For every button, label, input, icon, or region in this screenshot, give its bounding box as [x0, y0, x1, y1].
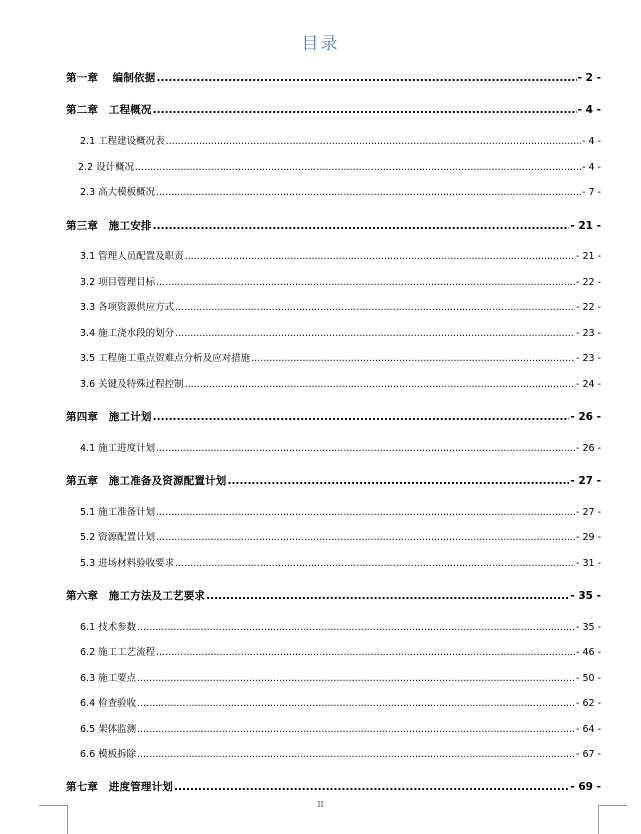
- toc-entry-label: 3.5 工程施工重点贺难点分析及应对措施: [80, 353, 251, 364]
- toc-entry-chapter[interactable]: [66, 589, 601, 603]
- toc-entry-label: 6.1 技术参数: [80, 622, 137, 633]
- toc-entry-label: 3.4 施工浇水段的划分: [80, 328, 175, 339]
- toc-entry-label: 3.6 关键及特殊过程控制: [80, 379, 184, 390]
- dot-leader: [135, 161, 581, 175]
- toc-entry-label: 2.2 设计概况: [78, 162, 135, 173]
- toc-entry-label: 6.6 模板拆除: [80, 749, 137, 760]
- dot-leader: [137, 723, 575, 737]
- toc-entry-section[interactable]: [80, 250, 601, 264]
- page-number: II: [317, 800, 324, 809]
- toc-entry-page: - 64 -: [576, 724, 601, 735]
- toc-entry-label: 第四章 施工计划: [66, 411, 152, 423]
- toc-entry-label: 5.3 进场材料验收要求: [80, 558, 175, 569]
- dot-leader: [153, 219, 570, 233]
- toc-entry-page: - 4 -: [582, 136, 601, 147]
- toc-entry-label: 第六章 施工方法及工艺要求: [66, 590, 206, 602]
- dot-leader: [185, 378, 575, 392]
- toc-entry-label: 6.2 施工工艺流程: [80, 647, 156, 658]
- toc-entry-page: - 21 -: [576, 251, 601, 262]
- dot-leader: [156, 71, 576, 85]
- dot-leader: [166, 135, 581, 149]
- toc-entry-chapter[interactable]: [66, 103, 601, 117]
- dot-leader: [156, 646, 575, 660]
- toc-entry-chapter[interactable]: [66, 71, 601, 85]
- toc-entry-section[interactable]: [80, 646, 601, 660]
- dot-leader: [185, 250, 575, 264]
- toc-entry-section[interactable]: [80, 723, 601, 737]
- dot-leader: [175, 301, 575, 315]
- dot-leader: [156, 186, 581, 200]
- toc-entry-section[interactable]: [80, 135, 601, 149]
- toc-entry-section[interactable]: [80, 748, 601, 762]
- toc-entry-page: - 23 -: [576, 353, 601, 364]
- dot-leader: [153, 103, 577, 117]
- toc-entry-label: 6.4 检查验收: [80, 698, 137, 709]
- dot-leader: [137, 748, 575, 762]
- toc-entry-section[interactable]: [80, 621, 601, 635]
- toc-entry-section[interactable]: [80, 352, 601, 366]
- dot-leader: [137, 621, 575, 635]
- dot-leader: [156, 442, 575, 456]
- toc-entry-page: - 46 -: [576, 647, 601, 658]
- toc-entry-page: - 23 -: [576, 328, 601, 339]
- page-corner-mark: [598, 805, 627, 834]
- toc-entry-chapter[interactable]: [66, 219, 601, 233]
- toc-entry-section[interactable]: [80, 378, 601, 392]
- toc-entry-section[interactable]: [80, 506, 601, 520]
- dot-leader: [137, 672, 575, 686]
- dot-leader: [174, 780, 569, 794]
- toc-entry-section[interactable]: [80, 697, 601, 711]
- dot-leader: [153, 410, 570, 424]
- toc-entry-page: - 27 -: [570, 475, 601, 487]
- toc-entry-page: - 31 -: [576, 558, 601, 569]
- toc-entry-label: 第二章 工程概况: [66, 104, 152, 116]
- toc-entry-page: - 22 -: [576, 302, 601, 313]
- toc-entry-section[interactable]: [80, 442, 601, 456]
- dot-leader: [251, 352, 575, 366]
- toc-entry-page: - 21 -: [570, 220, 601, 232]
- toc-entry-label: 3.3 各项资源供应方式: [80, 302, 175, 313]
- toc-entry-page: - 4 -: [577, 104, 601, 116]
- toc-entry-label: 3.2 项目管理目标: [80, 277, 156, 288]
- dot-leader: [228, 474, 570, 488]
- toc-entry-page: - 22 -: [576, 277, 601, 288]
- toc-entry-page: - 35 -: [576, 622, 601, 633]
- toc-entry-chapter[interactable]: [66, 474, 601, 488]
- toc-entry-page: - 50 -: [576, 673, 601, 684]
- toc-entry-section[interactable]: [80, 301, 601, 315]
- toc-entry-label: 第三章 施工安排: [66, 220, 152, 232]
- toc-entry-section[interactable]: [80, 531, 601, 545]
- toc-entry-chapter[interactable]: [66, 780, 601, 794]
- toc-entry-label: 2.3 高大模板概况: [80, 187, 156, 198]
- toc-entry-page: - 7 -: [582, 187, 601, 198]
- toc-entry-section[interactable]: [80, 327, 601, 341]
- toc-entry-section[interactable]: [80, 276, 601, 290]
- toc-entry-page: - 67 -: [576, 749, 601, 760]
- dot-leader: [175, 327, 575, 341]
- toc-entry-label: 5.2 资源配置计划: [80, 532, 156, 543]
- toc-entry-section[interactable]: [80, 557, 601, 571]
- toc-entry-page: - 27 -: [576, 507, 601, 518]
- toc-entry-section[interactable]: [78, 161, 601, 175]
- toc-entry-page: - 29 -: [576, 532, 601, 543]
- toc-entry-label: 2.1 工程建设概况表: [80, 136, 165, 147]
- toc-entry-label: 5.1 施工准备计划: [80, 507, 156, 518]
- toc-entry-section[interactable]: [80, 186, 601, 200]
- dot-leader: [156, 531, 575, 545]
- toc-entry-page: - 35 -: [570, 590, 601, 602]
- toc-entry-label: 6.5 架体监测: [80, 724, 137, 735]
- toc-entry-label: 4.1 施工进度计划: [80, 443, 156, 454]
- toc-entry-section[interactable]: [80, 672, 601, 686]
- toc-entry-label: 6.3 施工要点: [80, 673, 137, 684]
- toc-entry-page: - 26 -: [576, 443, 601, 454]
- toc-entry-page: - 62 -: [576, 698, 601, 709]
- toc-entry-label: 第五章 施工准备及资源配置计划: [66, 475, 227, 487]
- page-corner-mark: [39, 805, 68, 834]
- dot-leader: [156, 276, 575, 290]
- dot-leader: [206, 589, 569, 603]
- toc-entry-page: - 2 -: [577, 72, 601, 84]
- toc-title: 目录: [301, 34, 340, 54]
- toc-entry-page: - 26 -: [570, 411, 601, 423]
- dot-leader: [156, 506, 575, 520]
- toc-entry-label: 3.1 管理人员配置及职责: [80, 251, 184, 262]
- toc-entry-page: - 69 -: [570, 781, 601, 793]
- toc-entry-label: 第七章 进度管理计划: [66, 781, 173, 793]
- dot-leader: [175, 557, 575, 571]
- toc-entry-page: - 4 -: [582, 162, 601, 173]
- toc-entry-label: 第一章 编制依据: [66, 72, 156, 84]
- toc-entry-chapter[interactable]: [66, 410, 601, 424]
- toc-entry-page: - 24 -: [576, 379, 601, 390]
- dot-leader: [137, 697, 575, 711]
